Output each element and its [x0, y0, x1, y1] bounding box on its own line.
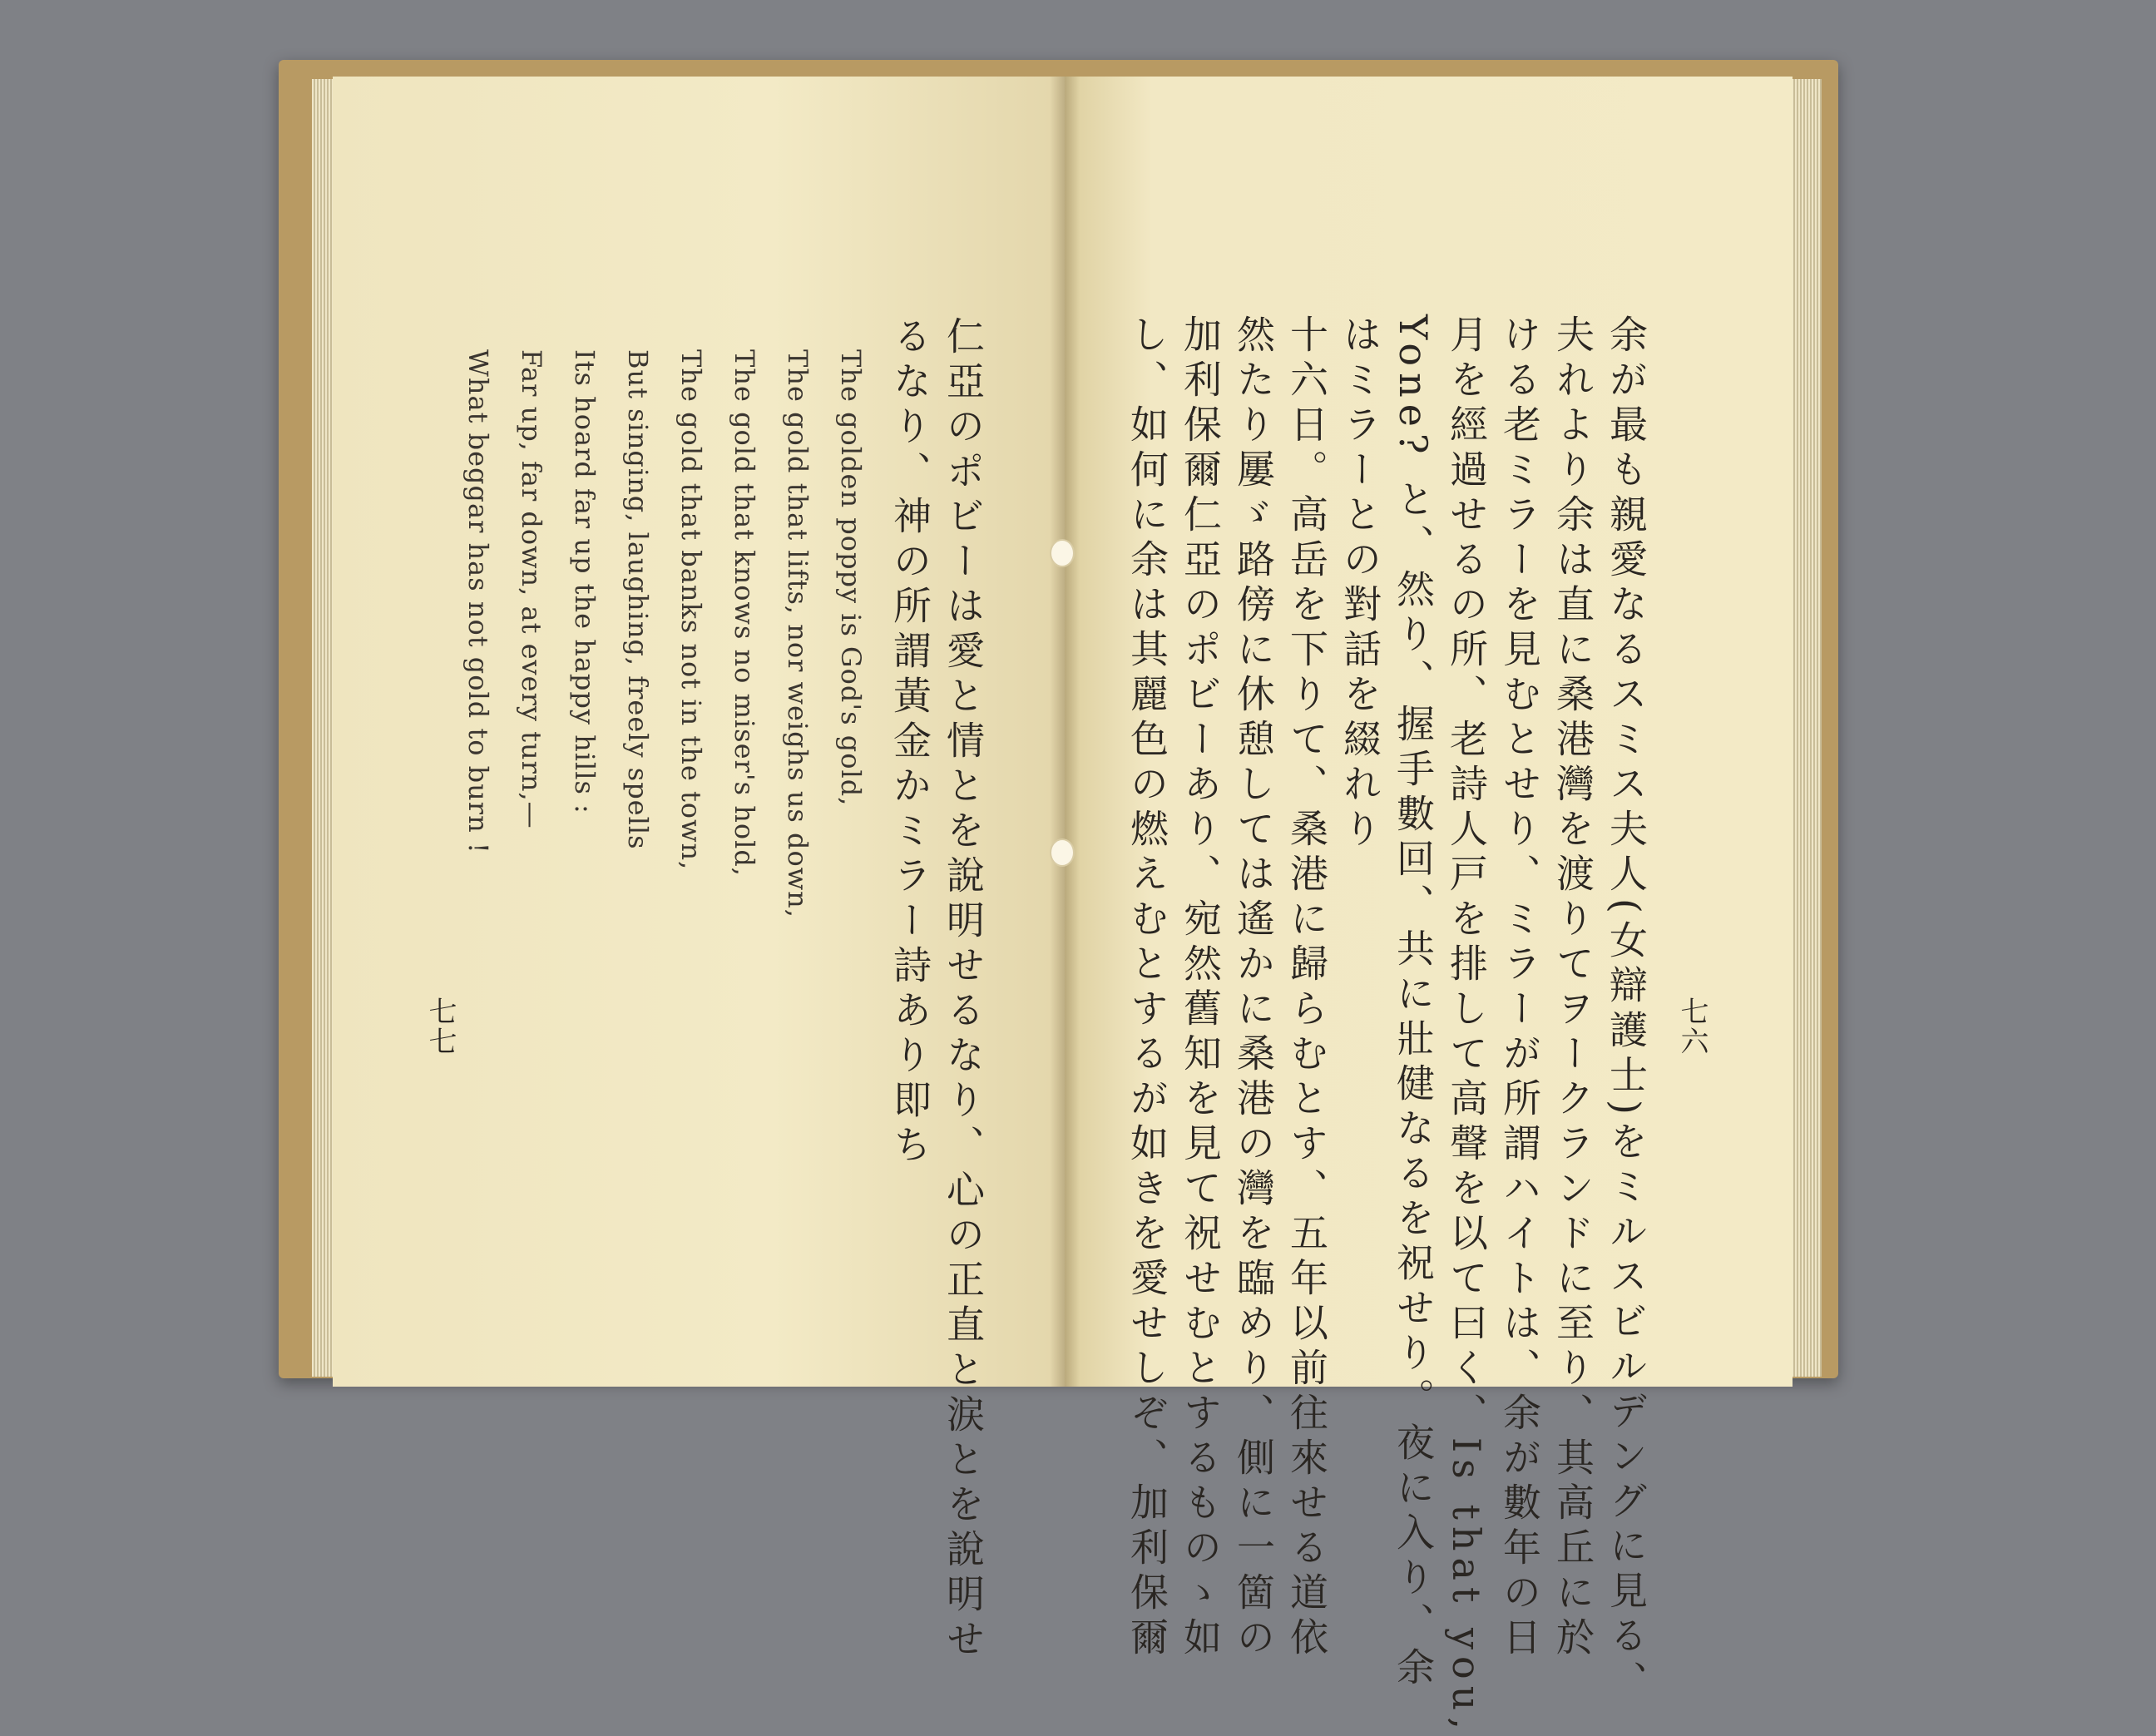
text-line: 仁亞のポビーは愛と情とを說明せるなり、心の正直と涙とを說明せ: [941, 316, 986, 1664]
poem-line: The gold that lifts, nor weighs us down,: [782, 349, 813, 918]
text-line: Yone? と、然り、握手數回、共に壯健なるを祝せり。夜に入り、余: [1391, 314, 1436, 1693]
text-line: 夫れより余は直に桑港灣を渡りてヲークランドに至り、其高丘に於: [1550, 314, 1595, 1662]
page-number-left: 七七: [423, 997, 457, 1056]
poem-line: The gold that banks not in the town,: [675, 349, 707, 871]
poem-line: The golden poppy is God's gold,: [835, 349, 867, 807]
page-number-right: 七六: [1675, 997, 1708, 1056]
text-line: はミラーとの對話を綴れり: [1338, 314, 1382, 853]
poem-line: The gold that knows no miser's hold,: [729, 349, 760, 877]
poem-line: But singing, laughing, freely spells: [622, 349, 654, 850]
text-line: 余が最も親愛なるスミス夫人(女辯護士)をミルスビルデングに見る、: [1604, 314, 1649, 1705]
text-line: 加利保爾仁亞のポビーあり、宛然舊知を見て祝せむとするものゝ如: [1178, 314, 1223, 1662]
book-gutter: [1050, 77, 1080, 1387]
text-line: るなり、神の所謂黃金かミラー詩あり即ち: [888, 316, 932, 1170]
text-line: ける老ミラーを見むとせり、ミラーが所謂ハイトは、余が數年の日: [1497, 314, 1542, 1662]
poem-line: Far up, far down, at every turn,—: [516, 349, 547, 829]
text-line: 然たり屢ゞ路傍に休憩しては遙かに桑港の灣を臨めり、側に一箇の: [1231, 314, 1276, 1662]
binding-hole-top: [1050, 539, 1075, 567]
page-edges-right: [1788, 79, 1822, 1377]
binding-hole-bottom: [1050, 838, 1075, 867]
text-line: 月を經過せるの所、老詩人戸を排して高聲を以て曰く、Is that you,: [1444, 314, 1489, 1736]
poem-line: Its hoard far up the happy hills :: [569, 349, 601, 814]
text-line: 十六日。高岳を下りて、桑港に歸らむとす、五年以前往來せる道依: [1284, 314, 1329, 1662]
poem-line: What beggar has not gold to burn !: [462, 349, 494, 854]
text-line: し、如何に余は其麗色の燃えむとするが如きを愛せしぞ、加利保爾: [1125, 314, 1169, 1662]
